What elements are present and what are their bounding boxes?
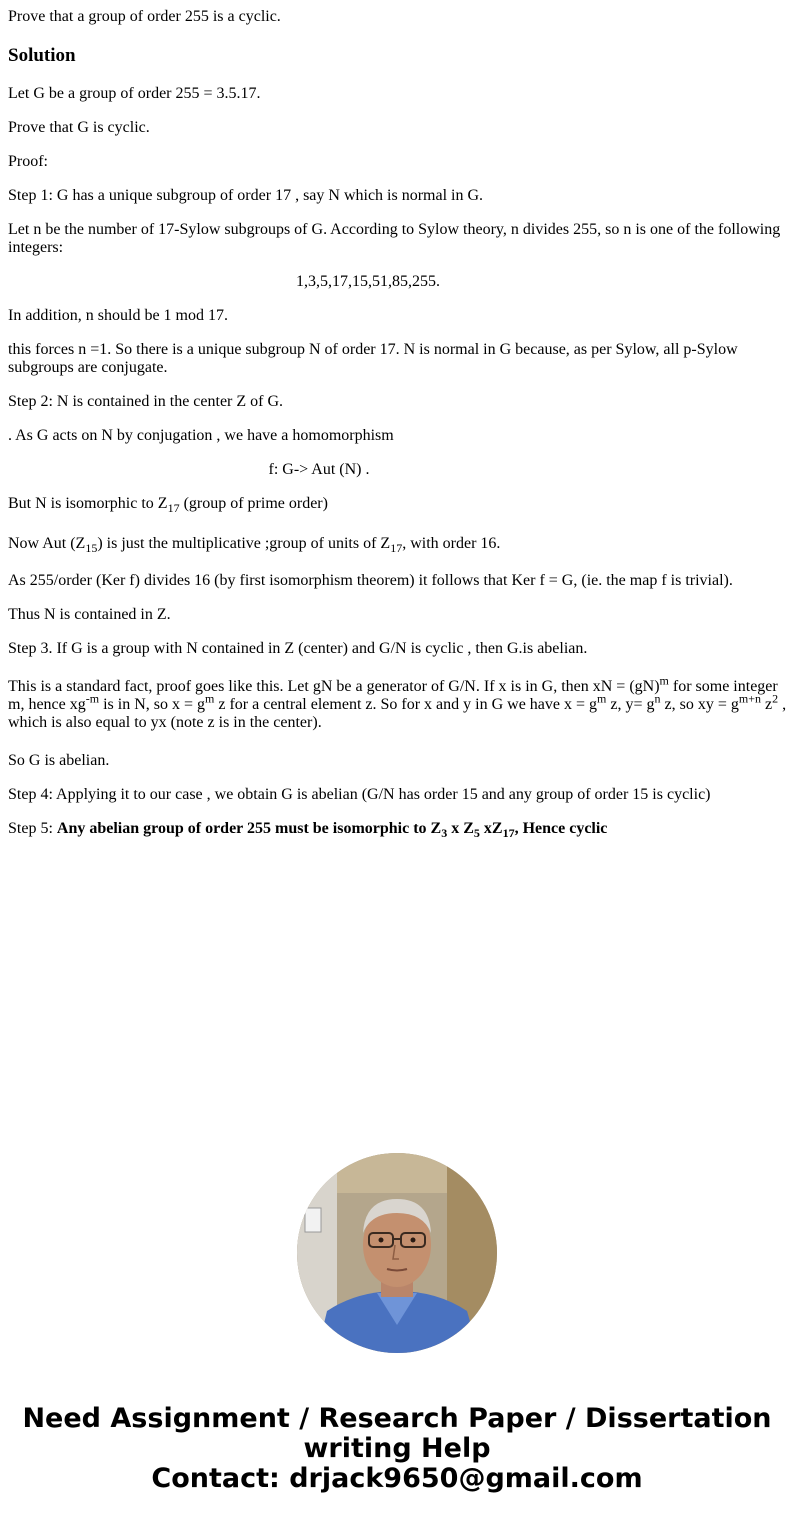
promo-contact: Contact: drjack9650@gmail.com: [151, 1463, 643, 1494]
intro-line-1: Let G be a group of order 255 = 3.5.17.: [8, 85, 261, 102]
fact-sup-2: -m: [85, 691, 100, 706]
abelian-line: So G is abelian.: [8, 752, 110, 769]
step5-label: Step 5:: [8, 820, 57, 837]
author-avatar: [297, 1153, 497, 1353]
aut-sub-2: 17: [390, 541, 403, 556]
fact-sup-7: 2: [772, 691, 779, 706]
fact-text-6: z, so xy = g: [660, 696, 739, 713]
step2-text: Step 2: N is contained in the center Z of G.: [8, 393, 284, 410]
isomorphic-line: [8, 495, 328, 516]
step5-text: [8, 820, 608, 841]
conjugation-line: . As G acts on N by conjugation , we have a homomorphism: [8, 427, 394, 444]
fact-sup-6: m+n: [738, 691, 761, 706]
standard-fact-paragraph: [8, 673, 788, 732]
fact-sup-5: n: [654, 691, 661, 706]
step5-bold-2: x Z: [447, 820, 474, 837]
fact-text-2: for some integer m, hence xg: [8, 678, 778, 713]
step3-text: Step 3. If G is a group with N contained in Z (center) and G/N is cyclic , then G.is abelian.: [8, 640, 588, 657]
aut-sub-1: 15: [85, 541, 98, 556]
step5-sub-1: 3: [441, 826, 448, 841]
proof-label: Proof:: [8, 153, 48, 170]
author-portrait-illustration: [297, 1153, 497, 1353]
step4-text: Step 4: Applying it to our case , we obtain G is abelian (G/N has order 15 and any group of order 15 is cyclic): [8, 786, 711, 803]
homomorphism-line: f: G-> Aut (N) .: [268, 461, 370, 478]
step5-bold-3: xZ: [479, 820, 503, 837]
fact-sup-1: m: [659, 673, 669, 688]
fact-text-7: z: [760, 696, 773, 713]
fact-text-1: This is a standard fact, proof goes like this. Let gN be a generator of G/N. If x is in G, then xN = (gN): [8, 678, 660, 695]
kernel-line: As 255/order (Ker f) divides 16 (by first isomorphism theorem) it follows that Ker f = G, (ie. the map f is trivial).: [8, 572, 733, 589]
sylow-paragraph: Let n be the number of 17-Sylow subgroups of G. According to Sylow theory, n divides 255, so n is one of the following integers:: [8, 221, 781, 256]
iso-sub: 17: [167, 501, 180, 516]
promo-line-2: writing Help: [303, 1433, 491, 1464]
aut-pre: Now Aut (Z: [8, 535, 86, 552]
fact-text-8: , which is also equal to yx (note z is in the center).: [8, 696, 787, 731]
fact-text-5: z, y= g: [606, 696, 655, 713]
aut-post: , with order 16.: [402, 535, 501, 552]
intro-line-2: Prove that G is cyclic.: [8, 119, 150, 136]
question-text: Prove that a group of order 255 is a cyclic.: [8, 8, 281, 25]
promo-line-1: Need Assignment / Research Paper / Dissertation: [22, 1403, 772, 1434]
fact-sup-4: m: [597, 691, 607, 706]
solution-heading: Solution: [8, 45, 76, 66]
divisors-line: 1,3,5,17,15,51,85,255.: [296, 273, 440, 290]
aut-line: [8, 535, 501, 556]
fact-text-4: z for a central element z. So for x and y in G we have x = g: [214, 696, 598, 713]
fact-sup-3: m: [205, 691, 215, 706]
forces-paragraph: this forces n =1. So there is a unique subgroup N of order 17. N is normal in G because, as per Sylow, all p-Sylow subgroups are conjugate.: [8, 341, 738, 376]
aut-mid: ) is just the multiplicative ;group of units of Z: [97, 535, 391, 552]
iso-post: (group of prime order): [179, 495, 328, 512]
step5-bold-4: , Hence cyclic: [514, 820, 608, 837]
step5-conclusion: [56, 820, 608, 841]
thus-line: Thus N is contained in Z.: [8, 606, 171, 623]
step5-sub-3: 17: [502, 826, 515, 841]
promo-banner: [0, 1404, 794, 1494]
iso-pre: But N is isomorphic to Z: [8, 495, 168, 512]
step5-sub-2: 5: [473, 826, 480, 841]
mod-line: In addition, n should be 1 mod 17.: [8, 307, 228, 324]
step1-text: Step 1: G has a unique subgroup of order 17 , say N which is normal in G.: [8, 187, 484, 204]
step5-bold-1: Any abelian group of order 255 must be isomorphic to Z: [56, 820, 442, 837]
fact-text-3: is in N, so x = g: [99, 696, 206, 713]
